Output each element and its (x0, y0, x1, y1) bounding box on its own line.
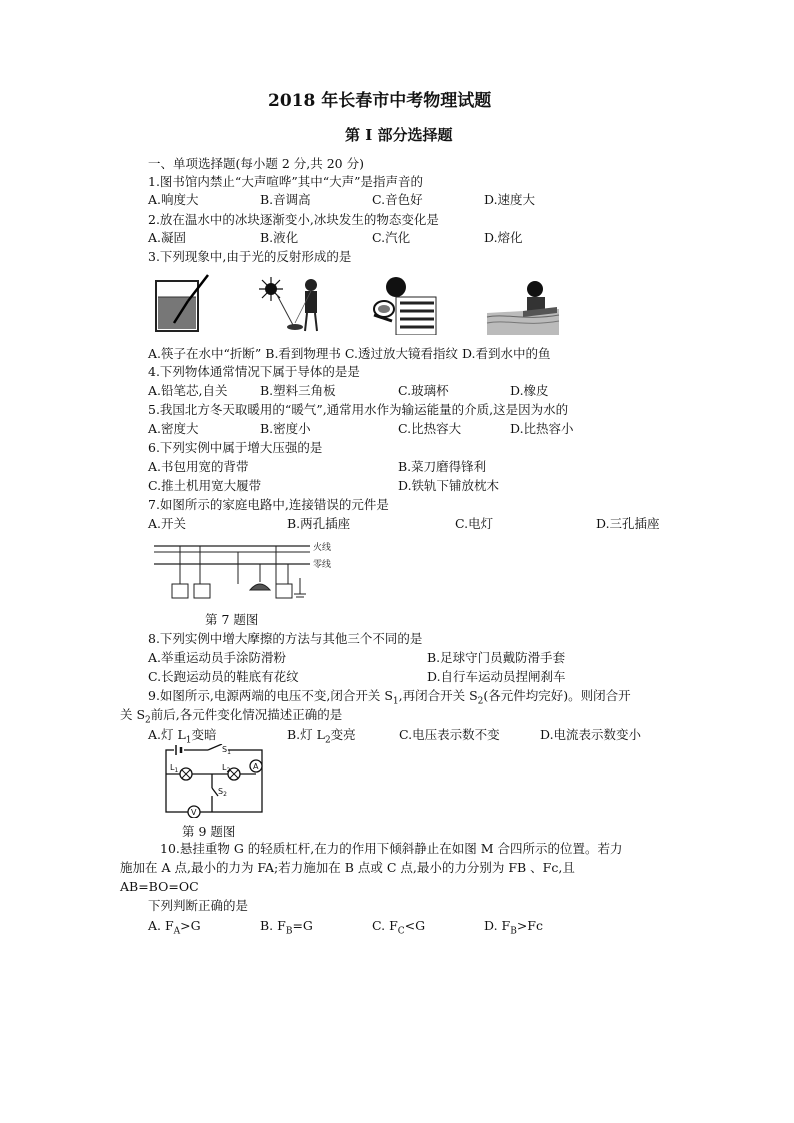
question-4-stem: 4.下列物体通常情况下属于导体的是是 (148, 364, 360, 379)
question-1-option-d: D.速度大 (484, 192, 536, 207)
svg-text:S1: $S_1$ (222, 745, 231, 756)
question-8-option-c: C.长跑运动员的鞋底有花纹 (148, 669, 299, 684)
svg-text:L2: $L_2$ (222, 763, 231, 774)
section-heading: 一、单项选择题(每小题 2 分,共 20 分) (148, 156, 364, 171)
question-9-option-a: A.灯 $L_1$变暗 (148, 727, 217, 746)
q7-switch (172, 584, 188, 598)
question-8-stem: 8.下列实例中增大摩擦的方法与其他三个不同的是 (148, 631, 423, 646)
question-6-option-a: A.书包用宽的背带 (148, 459, 249, 474)
question-5-option-d: D.比热容小 (510, 421, 574, 436)
question-7-option-d: D.三孔插座 (596, 516, 660, 531)
question-9-option-c: C.电压表示数不变 (399, 727, 500, 742)
question-7-stem: 7.如图所示的家庭电路中,连接错误的元件是 (148, 497, 389, 512)
question-1-stem: 1.图书馆内禁止“大声喧哗”其中“大声”是指声音的 (148, 174, 423, 189)
question-2-option-b: B.液化 (260, 230, 299, 245)
question-10-option-a: A. $F_A>G$ (148, 918, 201, 937)
q9-label-l1: L (170, 763, 175, 772)
question-9-stem-line-2: 关 $S_2$前后,各元件变化情况描述正确的是 (120, 707, 343, 726)
q9-ammeter-label: A (253, 762, 259, 771)
question-2-stem: 2.放在温水中的冰块逐渐变小,冰块发生的物态变化是 (148, 212, 439, 227)
q9-voltmeter-label: V (191, 808, 197, 817)
question-10-stem-line-2: 施加在 A 点,最小的力为 FA;若力施加在 B 点或 C 点,最小的力分别为 FB 、Fc,且 (120, 860, 575, 875)
q7-two-hole-socket (194, 584, 210, 598)
question-4-option-b: B.塑料三角板 (260, 383, 336, 398)
q7-figure-caption: 第 7 题图 (205, 612, 259, 627)
q3-picture-reading-book (255, 273, 335, 335)
q9-figure-caption: 第 9 题图 (182, 824, 236, 839)
question-3-options: A.筷子在水中“折断” B.看到物理书 C.透过放大镜看指纹 D.看到水中的鱼 (148, 346, 551, 361)
question-10-stem-line-1: 10.悬挂重物 G 的轻质杠杆,在力的作用下倾斜静止在如图 M 合四所示的位置。若力 (160, 841, 623, 856)
question-7-option-a: A.开关 (148, 516, 187, 531)
q3-picture-chopstick-in-water (150, 273, 215, 335)
svg-text:S2: $S_2$ (218, 787, 227, 798)
q7-label-fire-wire: 火线 (313, 543, 332, 553)
page-title: 2018 年长春市中考物理试题 (268, 91, 492, 111)
question-6-stem: 6.下列实例中属于增大压强的是 (148, 440, 323, 455)
question-6-option-d: D.铁轨下铺放枕木 (398, 478, 500, 493)
q7-household-circuit-diagram (150, 538, 350, 604)
q9-label-s2: S (218, 787, 224, 796)
q7-three-hole-socket (276, 584, 292, 598)
question-10-option-c: C. $F_C<G$ (372, 918, 426, 937)
question-5-option-b: B.密度小 (260, 421, 311, 436)
part-title: 第 I 部分选择题 (345, 126, 453, 144)
question-6-option-b: B.菜刀磨得锋利 (398, 459, 487, 474)
question-10-option-d: D. $F_B>Fc$ (484, 918, 543, 937)
svg-text:L1: $L_1$ (170, 763, 179, 774)
q9-label-l2: L (222, 763, 227, 772)
question-9-option-b: B.灯 $L_2$变亮 (287, 727, 356, 746)
question-10-stem-line-4: 下列判断正确的是 (148, 898, 249, 913)
question-4-option-c: C.玻璃杯 (398, 383, 449, 398)
question-1-option-a: A.响度大 (148, 192, 199, 207)
question-5-option-c: C.比热容大 (398, 421, 462, 436)
question-10-stem-line-3: AB=BO=OC (120, 879, 199, 894)
q7-lamp (250, 584, 270, 590)
q9-circuit-diagram (160, 744, 270, 818)
question-5-stem: 5.我国北方冬天取暖用的“暖气”,通常用水作为输运能量的介质,这是因为水的 (148, 402, 569, 417)
question-8-option-a: A.举重运动员手涂防滑粉 (148, 650, 287, 665)
question-8-option-b: B.足球守门员戴防滑手套 (427, 650, 566, 665)
question-6-option-c: C.推土机用宽大履带 (148, 478, 262, 493)
question-10-option-b: B. $F_B=G$ (260, 918, 313, 937)
q7-label-zero-wire: 零线 (313, 560, 332, 570)
question-9-option-d: D.电流表示数变小 (540, 727, 642, 742)
q3-picture-magnifier (370, 273, 440, 335)
question-5-option-a: A.密度大 (148, 421, 199, 436)
question-2-option-a: A.凝固 (148, 230, 187, 245)
question-4-option-a: A.铅笔芯,自关 (148, 383, 228, 398)
question-2-option-c: C.汽化 (372, 230, 411, 245)
question-8-option-d: D.自行车运动员捏闸刹车 (427, 669, 566, 684)
q3-picture-fish-in-water (485, 273, 560, 335)
question-3-stem: 3.下列现象中,由于光的反射形成的是 (148, 249, 352, 264)
question-9-stem-line-1: 9.如图所示,电源两端的电压不变,闭合开关 $S_1$,再闭合开关 $S_2$(各元件均完好)。则闭合开 (148, 688, 631, 707)
question-2-option-d: D.熔化 (484, 230, 523, 245)
question-7-option-c: C.电灯 (455, 516, 494, 531)
question-1-option-b: B.音调高 (260, 192, 311, 207)
question-7-option-b: B.两孔插座 (287, 516, 351, 531)
q9-label-s1: S (222, 745, 228, 754)
question-1-option-c: C.音色好 (372, 192, 423, 207)
question-4-option-d: D.橡皮 (510, 383, 549, 398)
